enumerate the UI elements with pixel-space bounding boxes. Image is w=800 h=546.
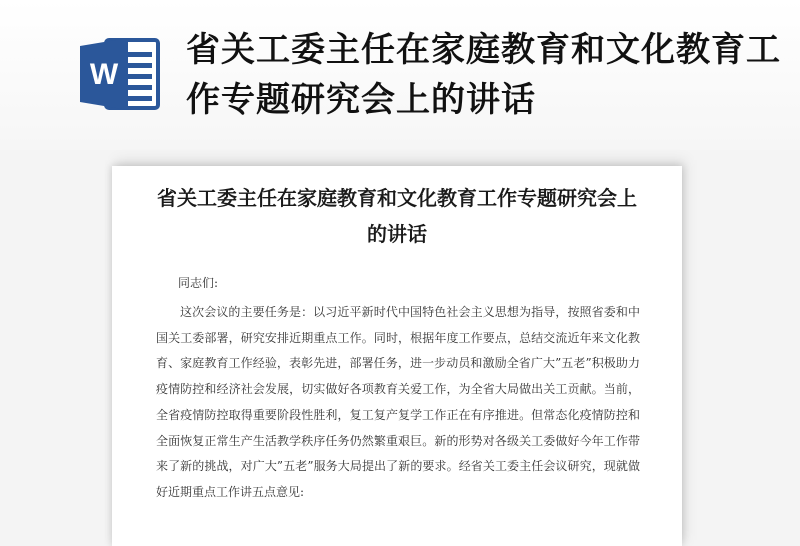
document-page <box>112 166 682 546</box>
banner-title: 省关工委主任在家庭教育和文化教育工作专题研究会上的讲话 <box>186 30 781 120</box>
word-document-icon <box>76 34 164 114</box>
body-paragraph: 这次会议的主要任务是：以习近平新时代中国特色社会主义思想为指导，按照省委和中国关工委部署，研究安排近期重点工作。同时，根据年度工作要点，总结交流近年来文化教育、家庭教育工作经验，表彰先进，部署任务，进一步动员和激励全省广大”五老”积极助力疫情防控和经济社会发展，切实做好各项教育关爱工作，为全省大局做出关工贡献。当前，全省疫情防控取得重要阶段性胜利，复工复产复学工作正在有序推进。但常态化疫情防控和全面恢复正常生产生活教学秩序任务仍然繁重艰巨。新的形势对各级关工委做好今年工作带来了新的挑战，对广大”五老”服务大局提出了新的要求。经省关工委主任会议研究，现就做好近期重点工作讲五点意见: <box>156 305 640 499</box>
word-logo-letter: W <box>89 58 119 91</box>
salutation: 同志们: <box>178 276 219 290</box>
document-title: 省关工委主任在家庭教育和文化教育工作专题研究会上的讲话 <box>157 186 637 246</box>
banner <box>0 0 800 150</box>
